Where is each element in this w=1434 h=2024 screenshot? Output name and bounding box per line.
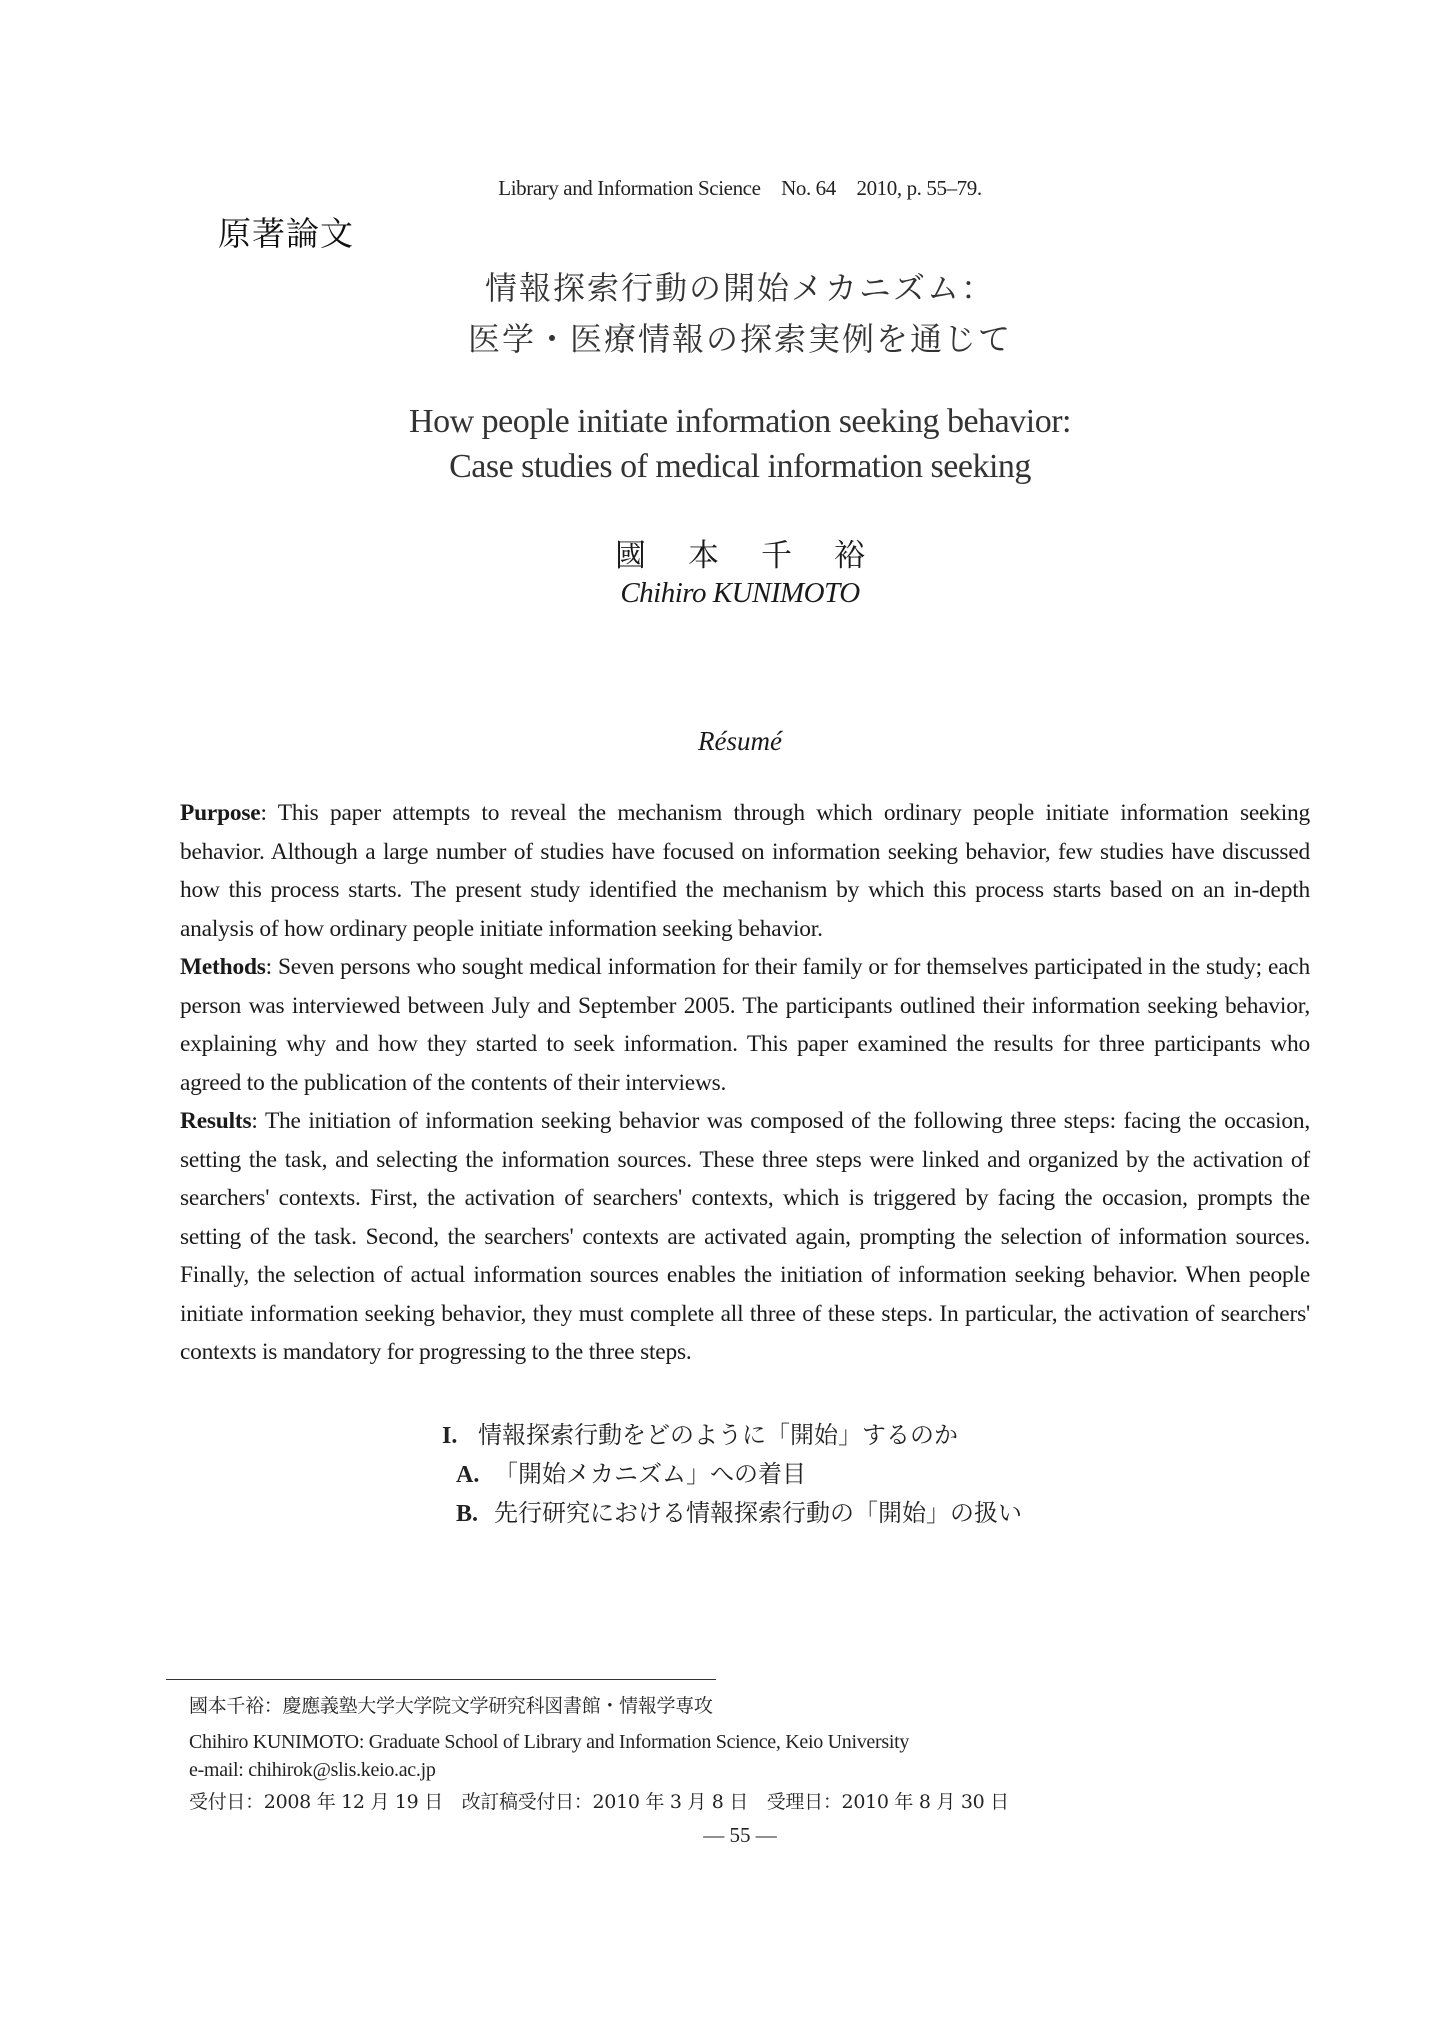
footnote-affiliation-english: Chihiro KUNIMOTO: Graduate School of Library and Information Science, Keio University [189,1731,910,1753]
journal-citation: Library and Information Science No. 64 2010, p. 55–79. [498,176,982,200]
author-char: 本 [688,538,719,574]
article-type-label: 原著論文 [218,214,354,253]
english-title-line-2: Case studies of medical information seeking [449,448,1031,485]
abstract-body [180,794,1310,1372]
author-char: 國 [615,538,646,574]
japanese-title-line-1: 情報探索行動の開始メカニズム： [484,269,995,307]
footnote-dates: 受付日：2008 年 12 月 19 日 改訂稿受付日：2010 年 3 月 8 日 受理日：2010 年 8 月 30 日 [189,1791,1009,1813]
footnote [189,1692,1009,1816]
abstract-purpose-label: Purpose [180,800,261,826]
abstract-results-label: Results [180,1108,252,1134]
toc-text: 先行研究における情報探索行動の「開始」の扱い [494,1499,1022,1527]
toc-number: A. [456,1462,480,1488]
abstract-purpose [180,794,1310,948]
toc-item [442,1416,1022,1455]
author-char: 裕 [834,538,865,574]
english-title-line-1: How people initiate information seeking behavior: [409,403,1071,440]
toc-text: 情報探索行動をどのように「開始」するのか [478,1421,958,1449]
toc-item [442,1494,1022,1533]
author-name-english: Chihiro KUNIMOTO [620,577,860,609]
author-name-japanese [0,530,1434,575]
footnote-affiliation-japanese: 國本千裕：慶應義塾大学大学院文学研究科図書館・情報学専攻 [189,1695,713,1717]
table-of-contents [442,1416,1022,1533]
abstract-results [180,1102,1310,1372]
author-char: 千 [761,538,792,574]
abstract-results-text: : The initiation of information seeking behavior was composed of the following three steps: facing the occasion, setting the task, and selecting the information sources. These three steps were linked and organized by the activation of searchers' contexts. First, the activation of searchers' contexts, which is triggered by facing the occasion, prompts the setting of the task. Second, the searchers' contexts are activated again, prompting the selection of information sources. Finally, the selection of actual information sources enables the initiation of information seeking behavior. When people initiate information seeking behavior, they must complete all three of these steps. In particular, the activation of searchers' contexts is mandatory for progressing to the three steps. [180,1108,1310,1365]
toc-item [442,1455,1022,1494]
toc-number: B. [456,1501,479,1527]
abstract-purpose-text: : This paper attempts to reveal the mechanism through which ordinary people initiate information seeking behavior. Although a large number of studies have focused on information seeking behavior, few studies have discussed how this process starts. The present study identified the mechanism by which this process starts based on an in-depth analysis of how ordinary people initiate information seeking behavior. [180,800,1310,942]
footnote-email: e-mail: chihirok@slis.keio.ac.jp [189,1759,436,1781]
abstract-heading: Résumé [698,726,782,756]
abstract-methods [180,948,1310,1102]
footnote-divider [166,1679,716,1680]
japanese-title-line-2: 医学・医療情報の探索実例を通じて [467,320,1012,358]
page-number: — 55 — [703,1823,777,1847]
toc-text: 「開始メカニズム」への着目 [494,1460,806,1488]
abstract-methods-text: : Seven persons who sought medical information for their family or for themselves participated in the study; each person was interviewed between July and September 2005. The participants outlined their information seeking behavior, explaining why and how they started to seek information. This paper examined the results for three participants who agreed to the publication of the contents of their interviews. [180,954,1310,1096]
abstract-methods-label: Methods [180,954,266,980]
toc-number: I. [442,1423,458,1449]
